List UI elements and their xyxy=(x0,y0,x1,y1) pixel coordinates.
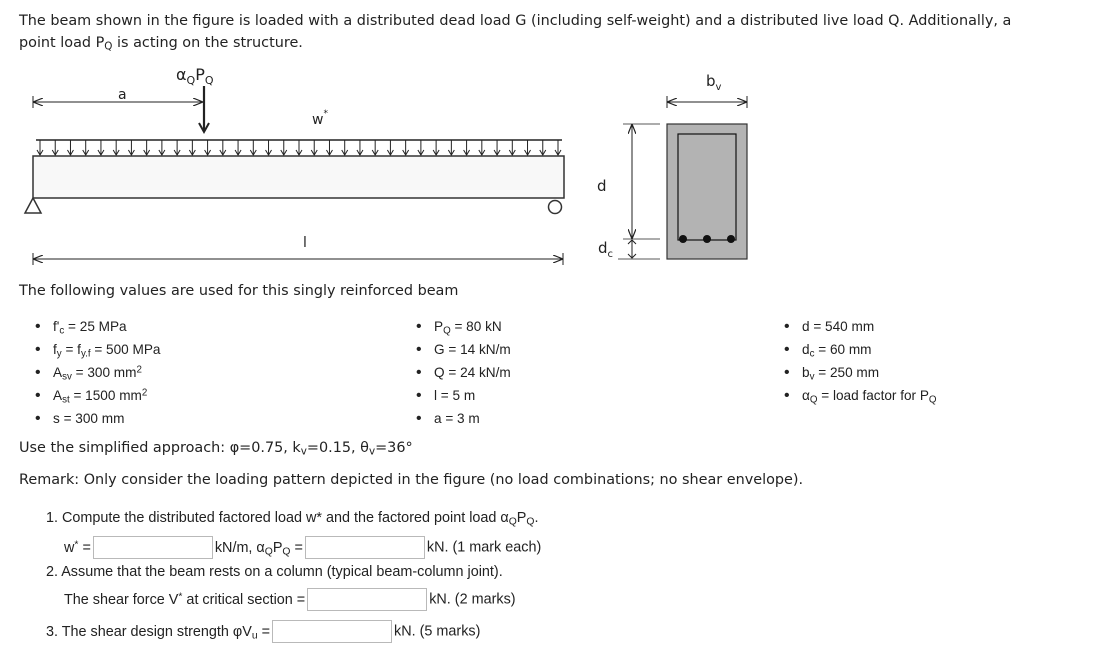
value-d: • d = 540 mm xyxy=(782,315,937,338)
rebar-1 xyxy=(679,235,687,243)
phi-vu-input[interactable] xyxy=(272,620,392,643)
v-star-input[interactable] xyxy=(307,588,427,611)
question-3 xyxy=(46,620,480,643)
aq-pq-label: kN/m, $\alpha_QP_Q$ = xyxy=(214,539,303,558)
question-1-answer-row xyxy=(64,536,541,559)
approach-text: Use the simplified approach: φ=0.75, $k_v=0.15$, $\theta_v=36^\circ$ xyxy=(19,440,413,458)
label-a: a xyxy=(118,87,127,103)
values-col2 xyxy=(414,315,511,430)
aq-pq-input[interactable] xyxy=(305,536,425,559)
value-dc: • $d_c = 60$ mm xyxy=(782,338,937,361)
values-col1 xyxy=(33,315,160,430)
rebar-2 xyxy=(703,235,711,243)
question-1: 1. Compute the distributed factored load w* and the factored point load $\alpha_QP_Q$. xyxy=(46,510,539,528)
pin-support xyxy=(25,198,41,213)
rebar-3 xyxy=(727,235,735,243)
value-bv: • $b_v = 250$ mm xyxy=(782,361,937,384)
value-a: • a = 3 m xyxy=(414,407,511,430)
label-dc: $d_c$ xyxy=(598,239,614,260)
value-l: • l = 5 m xyxy=(414,384,511,407)
w-star-input[interactable] xyxy=(93,536,213,559)
roller-support xyxy=(549,201,562,214)
value-s: • s = 300 mm xyxy=(33,407,160,430)
value-asv: • $A_{sv} = 300$ $mm^2$ xyxy=(33,361,160,384)
intro-line2-post: is acting on the structure. xyxy=(112,35,303,51)
label-w: w* xyxy=(312,109,328,128)
remark-text: Remark: Only consider the loading pattern depicted in the figure (no load combinations; no shear envelope). xyxy=(19,472,804,488)
values-col3 xyxy=(782,315,937,407)
value-q: • Q = 24 kN/m xyxy=(414,361,511,384)
value-g: • G = 14 kN/m xyxy=(414,338,511,361)
value-aq: • $\alpha_Q$ = load factor for $P_Q$ xyxy=(782,384,937,407)
question-2-answer-row xyxy=(64,588,516,611)
value-fy: • $f_y = f_{y.f} = 500$ MPa xyxy=(33,338,160,361)
q2-marks-label: kN. (2 marks) xyxy=(429,591,516,608)
label-l: l xyxy=(303,235,307,251)
beam-body xyxy=(33,156,564,198)
values-heading: The following values are used for this singly reinforced beam xyxy=(19,283,459,299)
label-d: d xyxy=(597,177,607,195)
beam-figure xyxy=(0,0,1114,280)
point-load-label: $\alpha_QP_Q$ xyxy=(176,65,214,87)
question-2: 2. Assume that the beam rests on a column (typical beam-column joint). xyxy=(46,564,503,580)
intro-line2-sub: Q xyxy=(104,40,113,53)
q1-marks-label: kN. (1 mark each) xyxy=(426,539,542,556)
phi-vu-label: 3. The shear design strength $\varphi V_u$ = xyxy=(46,623,271,642)
value-ast: • $A_{st} = 1500$ $mm^2$ xyxy=(33,384,160,407)
q3-marks-label: kN. (5 marks) xyxy=(394,623,481,640)
udl-arrows xyxy=(37,140,561,155)
value-fc: • $f'_c = 25$ MPa xyxy=(33,315,160,338)
v-star-label: The shear force V* at critical section = xyxy=(64,590,306,608)
label-bv: $b_v$ xyxy=(706,72,722,93)
value-pq: • $P_Q = 80$ kN xyxy=(414,315,511,338)
intro-line1: The beam shown in the figure is loaded with a distributed dead load G (including self-weight) and a distributed live load Q. Additionally, a xyxy=(19,13,1012,29)
w-star-label: w* = xyxy=(64,538,91,556)
intro-line2-pre: point load P xyxy=(19,35,105,51)
